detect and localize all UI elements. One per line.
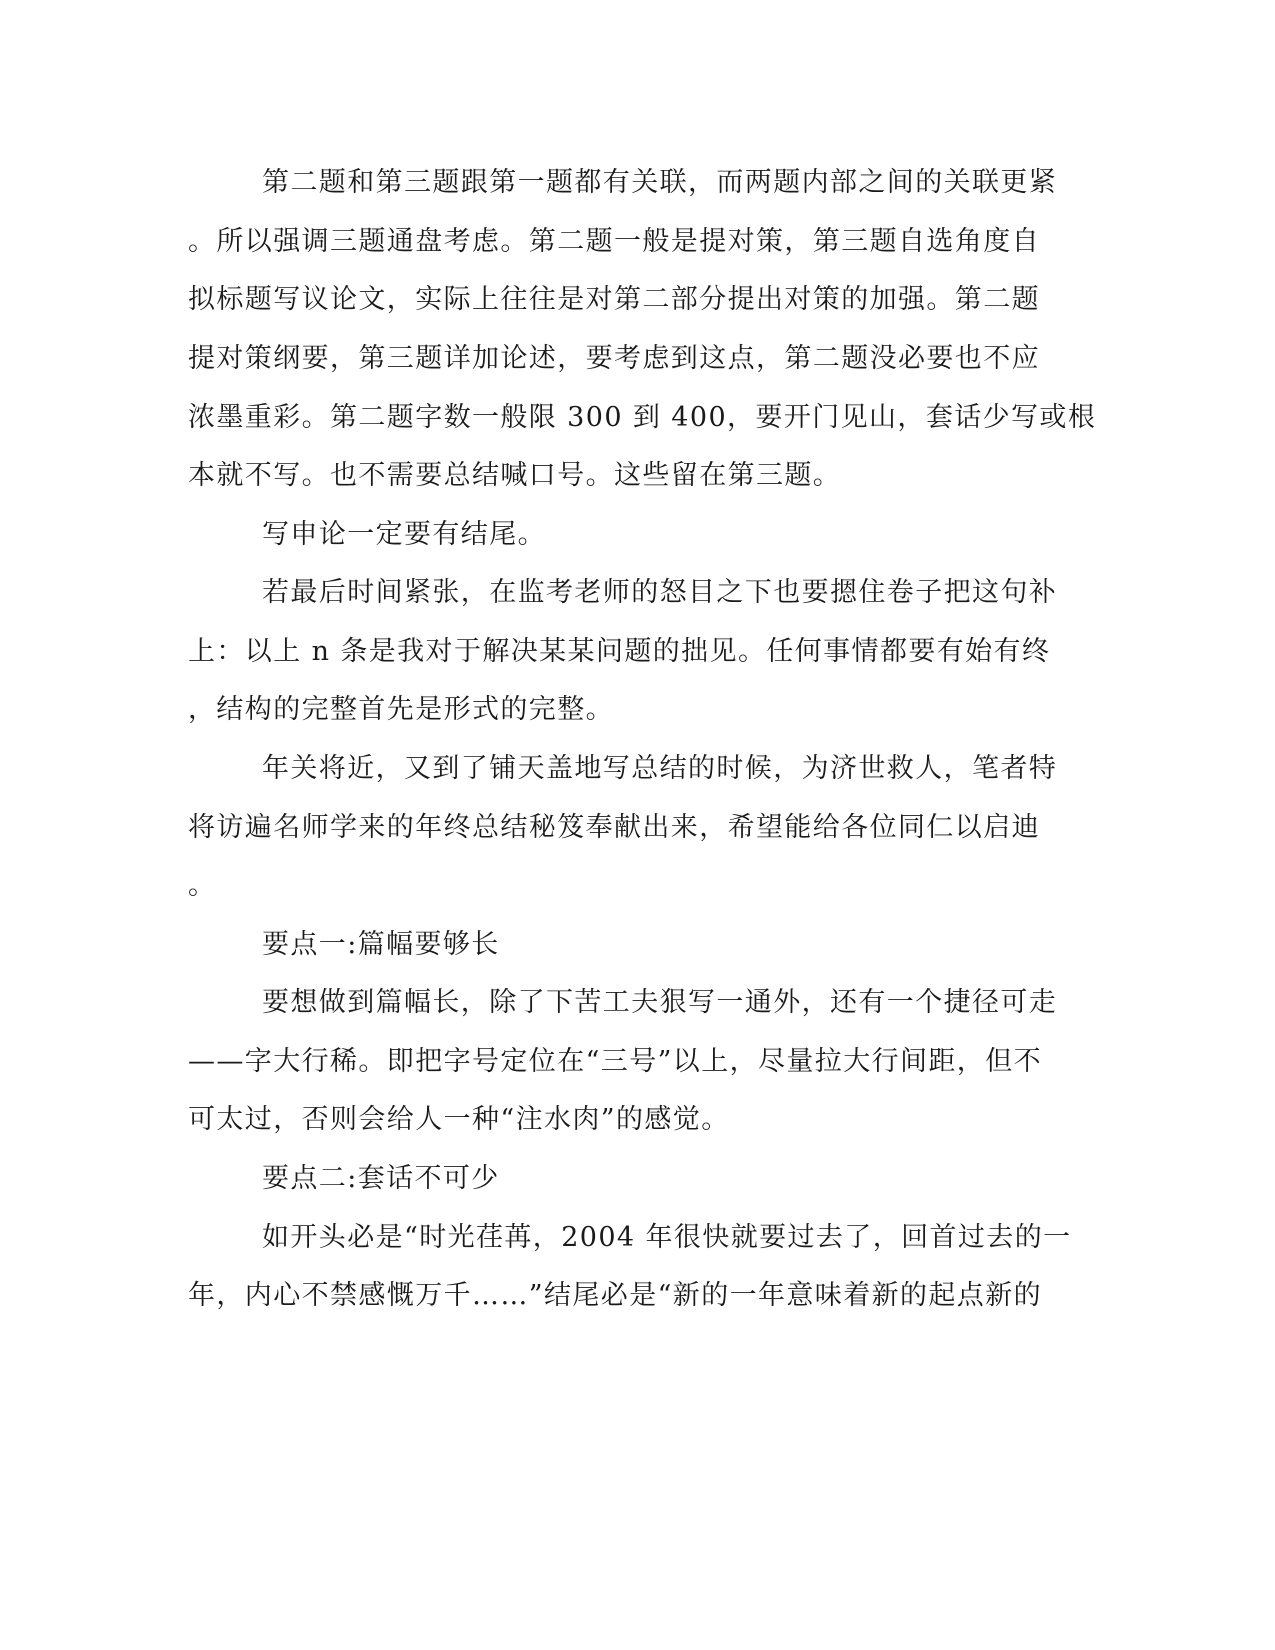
text-line: 上：以上 n 条是我对于解决某某问题的拙见。任何事情都要有始有终 xyxy=(188,636,1051,667)
text-line: 本就不写。也不需要总结喊口号。这些留在第三题。 xyxy=(188,460,842,491)
section-heading: 要点一:篇幅要够长 xyxy=(262,929,500,960)
text-line: 要想做到篇幅长，除了下苦工夫狠写一通外，还有一个捷径可走 xyxy=(262,987,1058,1018)
text-line: 浓墨重彩。第二题字数一般限 300 到 400，要开门见山，套话少写或根 xyxy=(188,402,1097,433)
text-line: 将访遍名师学来的年终总结秘笈奉献出来，希望能给各位同仁以启迪 xyxy=(188,812,1040,843)
text-line: ，结构的完整首先是形式的完整。 xyxy=(188,694,614,725)
text-line: 。所以强调三题通盘考虑。第二题一般是提对策，第三题自选角度自 xyxy=(188,226,1040,257)
text-line: 年关将近，又到了铺天盖地写总结的时候，为济世救人，笔者特 xyxy=(262,753,1058,784)
text-line: 拟标题写议论文，实际上往往是对第二部分提出对策的加强。第二题 xyxy=(188,284,1040,315)
text-line: 。 xyxy=(188,870,217,901)
text-line: ——字大行稀。即把字号定位在“三号”以上，尽量拉大行间距，但不 xyxy=(188,1046,1043,1077)
text-line: 年，内心不禁感慨万千……”结尾必是“新的一年意味着新的起点新的 xyxy=(188,1280,1043,1311)
text-line: 可太过，否则会给人一种“注水肉”的感觉。 xyxy=(188,1104,730,1135)
section-heading: 要点二:套话不可少 xyxy=(262,1163,500,1194)
text-line: 第二题和第三题跟第一题都有关联，而两题内部之间的关联更紧 xyxy=(262,167,1058,198)
text-line: 若最后时间紧张，在监考老师的怒目之下也要摁住卷子把这句补 xyxy=(262,577,1058,608)
text-line: 写申论一定要有结尾。 xyxy=(262,519,546,550)
text-line: 提对策纲要，第三题详加论述，要考虑到这点，第二题没必要也不应 xyxy=(188,343,1040,374)
text-line: 如开头必是“时光荏苒，2004 年很快就要过去了，回首过去的一 xyxy=(262,1222,1072,1253)
